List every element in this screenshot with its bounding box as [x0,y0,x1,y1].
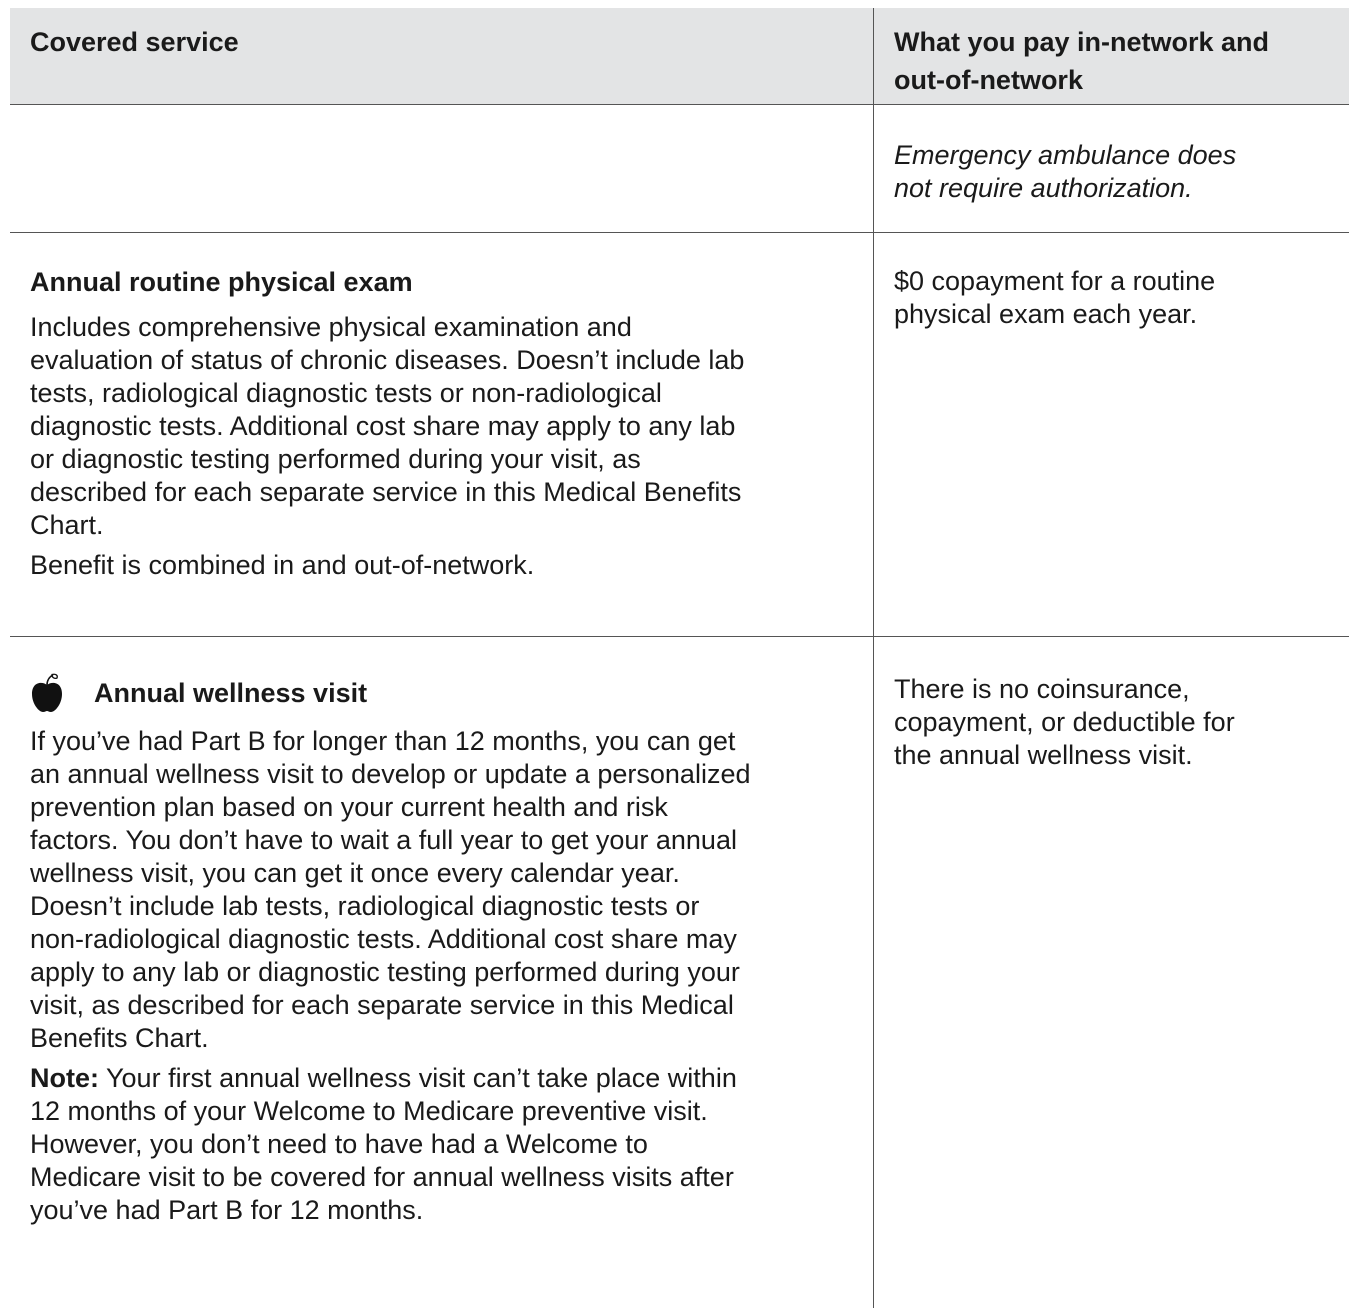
description-line: prevention plan based on your current health and risk [30,792,668,822]
description-line: described for each separate service in this Medical Benefits [30,477,742,507]
description-line: non-radiological diagnostic tests. Additional cost share may [30,924,737,954]
description-line: or diagnostic testing performed during your visit, as [30,444,641,474]
header-col2-line2: out-of-network [894,65,1083,95]
header-col1-label: Covered service [30,27,239,57]
note-line: However, you don’t need to have had a Welcome to [30,1129,648,1159]
service-title: Annual wellness visit [94,678,368,708]
description-line: wellness visit, you can get it once every calendar year. [30,858,680,888]
row1-cost-line: not require authorization. [894,173,1193,203]
table-row [10,105,1349,233]
table-row [10,233,1349,637]
description-line: evaluation of status of chronic diseases. Doesn’t include lab [30,345,745,375]
note-line: Medicare visit to be covered for annual wellness visits after [30,1162,734,1192]
row1-cost-line: Emergency ambulance does [894,140,1237,170]
header-covered-service [10,8,873,104]
header-col2-line1: What you pay in-network and [894,27,1270,57]
description-line: an annual wellness visit to develop or update a personalized [30,759,751,789]
row3-cost-cell [873,637,1349,1308]
description-line: diagnostic tests. Additional cost share may apply to any lab [30,411,736,441]
header-what-you-pay [873,8,1349,104]
description-line: If you’ve had Part B for longer than 12 months, you can get [30,726,736,756]
benefit-combined-note: Benefit is combined in and out-of-network. [30,550,535,580]
description-line: Benefits Chart. [30,1023,209,1053]
description-line: apply to any lab or diagnostic testing performed during your [30,957,740,987]
cost-line: copayment, or deductible for [894,707,1235,737]
table-header [10,8,1349,105]
row1-service-cell [10,105,873,232]
description-line: Chart. [30,510,104,540]
cost-line: physical exam each year. [894,299,1198,329]
apple-icon [30,673,64,713]
note-first-text: Your first annual wellness visit can’t take place within [99,1063,737,1093]
service-title-group [30,673,853,713]
note-line: you’ve had Part B for 12 months. [30,1195,424,1225]
note-line [30,1062,853,1095]
cost-line: There is no coinsurance, [894,674,1190,704]
description-line: tests, radiological diagnostic tests or non-radiological [30,378,662,408]
service-title: Annual routine physical exam [30,267,413,297]
description-line: Includes comprehensive physical examination and [30,312,632,342]
note-label: Note: [30,1063,99,1093]
row1-cost-cell [873,105,1349,232]
cost-line: $0 copayment for a routine [894,266,1216,296]
description-line: factors. You don’t have to wait a full year to get your annual [30,825,737,855]
row2-service-cell [10,233,873,636]
note-line: 12 months of your Welcome to Medicare preventive visit. [30,1096,708,1126]
description-line: visit, as described for each separate service in this Medical [30,990,734,1020]
cost-line: the annual wellness visit. [894,740,1193,770]
service-description [30,725,853,1055]
table-row [10,637,1349,1308]
row2-cost-cell [873,233,1349,636]
service-description [30,311,853,542]
description-line: Doesn’t include lab tests, radiological diagnostic tests or [30,891,700,921]
row3-service-cell [10,637,873,1308]
note-paragraph [30,1062,853,1227]
